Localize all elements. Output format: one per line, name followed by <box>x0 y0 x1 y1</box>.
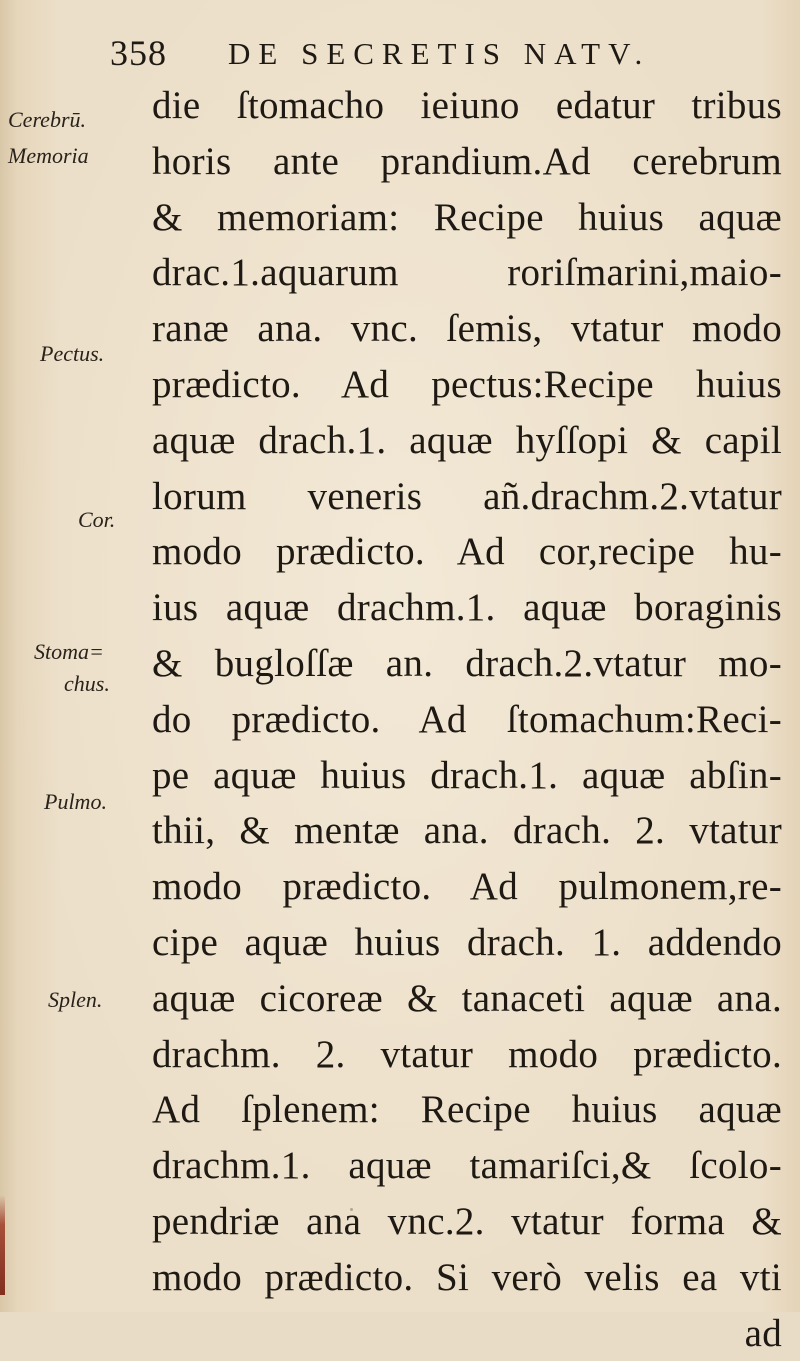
text-line: modo prædicto. Si verò velis ea vti <box>152 1255 782 1299</box>
text-line: ad <box>744 1311 782 1355</box>
page-number: 358 <box>110 33 167 73</box>
margin-note-cerebrum: Cerebrū. Memoria <box>8 107 89 168</box>
margin-note-pectus: Pectus. <box>40 341 105 366</box>
margin-note-stomachus: Stoma= chus. <box>34 639 110 696</box>
running-title: DE SECRETIS NATV. <box>228 36 651 71</box>
paper-speck <box>262 1222 266 1226</box>
text-line: drachm. 2. vtatur modo prædicto. <box>152 1032 782 1076</box>
margin-note-pulmo: Pulmo. <box>44 789 107 814</box>
text-line: cipe aquæ huius drach. 1. addendo <box>152 920 782 964</box>
page-header <box>0 30 800 80</box>
text-line: modo prædicto. Ad cor,recipe hu- <box>152 530 782 574</box>
paper-speck <box>350 1208 353 1211</box>
text-line: lorum veneris añ.drachm.2.vtatur <box>152 474 782 518</box>
text-line: aquæ drach.1. aquæ hyſſopi & capil <box>152 418 782 462</box>
text-line: modo prædicto. Ad pulmonem,re- <box>152 865 782 909</box>
text-line: horis ante prandium.Ad cerebrum <box>152 139 782 183</box>
text-line: ranæ ana. vnc. ſemis, vtatur modo <box>152 307 782 351</box>
text-line: do prædicto. Ad ſtomachum:Reci- <box>152 697 782 741</box>
body-text <box>152 78 782 1361</box>
margin-note-cor: Cor. <box>78 507 116 532</box>
text-line: aquæ cicoreæ & tanaceti aquæ ana. <box>152 976 782 1020</box>
text-line: thii, & mentæ ana. drach. 2. vtatur <box>152 809 782 853</box>
text-line: & bugloſſæ an. drach.2.vtatur mo- <box>152 641 782 685</box>
text-line: Ad ſplenem: Recipe huius aquæ <box>152 1088 782 1132</box>
text-line: drac.1.aquarum roriſmarini,maio- <box>152 251 782 295</box>
text-line: drachm.1. aquæ tamariſci,& ſcolo- <box>152 1144 782 1188</box>
text-line: ius aquæ drachm.1. aquæ boraginis <box>152 586 782 630</box>
text-line: die ſtomacho ieiuno edatur tribus <box>152 84 782 127</box>
page-edge-stain <box>0 1195 5 1295</box>
text-line: pendriæ ana vnc.2. vtatur forma & <box>152 1199 782 1243</box>
text-line: & memoriam: Recipe huius aquæ <box>152 195 782 239</box>
text-line: pe aquæ huius drach.1. aquæ abſin- <box>152 753 782 797</box>
text-line: prædicto. Ad pectus:Recipe huius <box>152 362 782 406</box>
margin-note-splen: Splen. <box>48 987 103 1012</box>
